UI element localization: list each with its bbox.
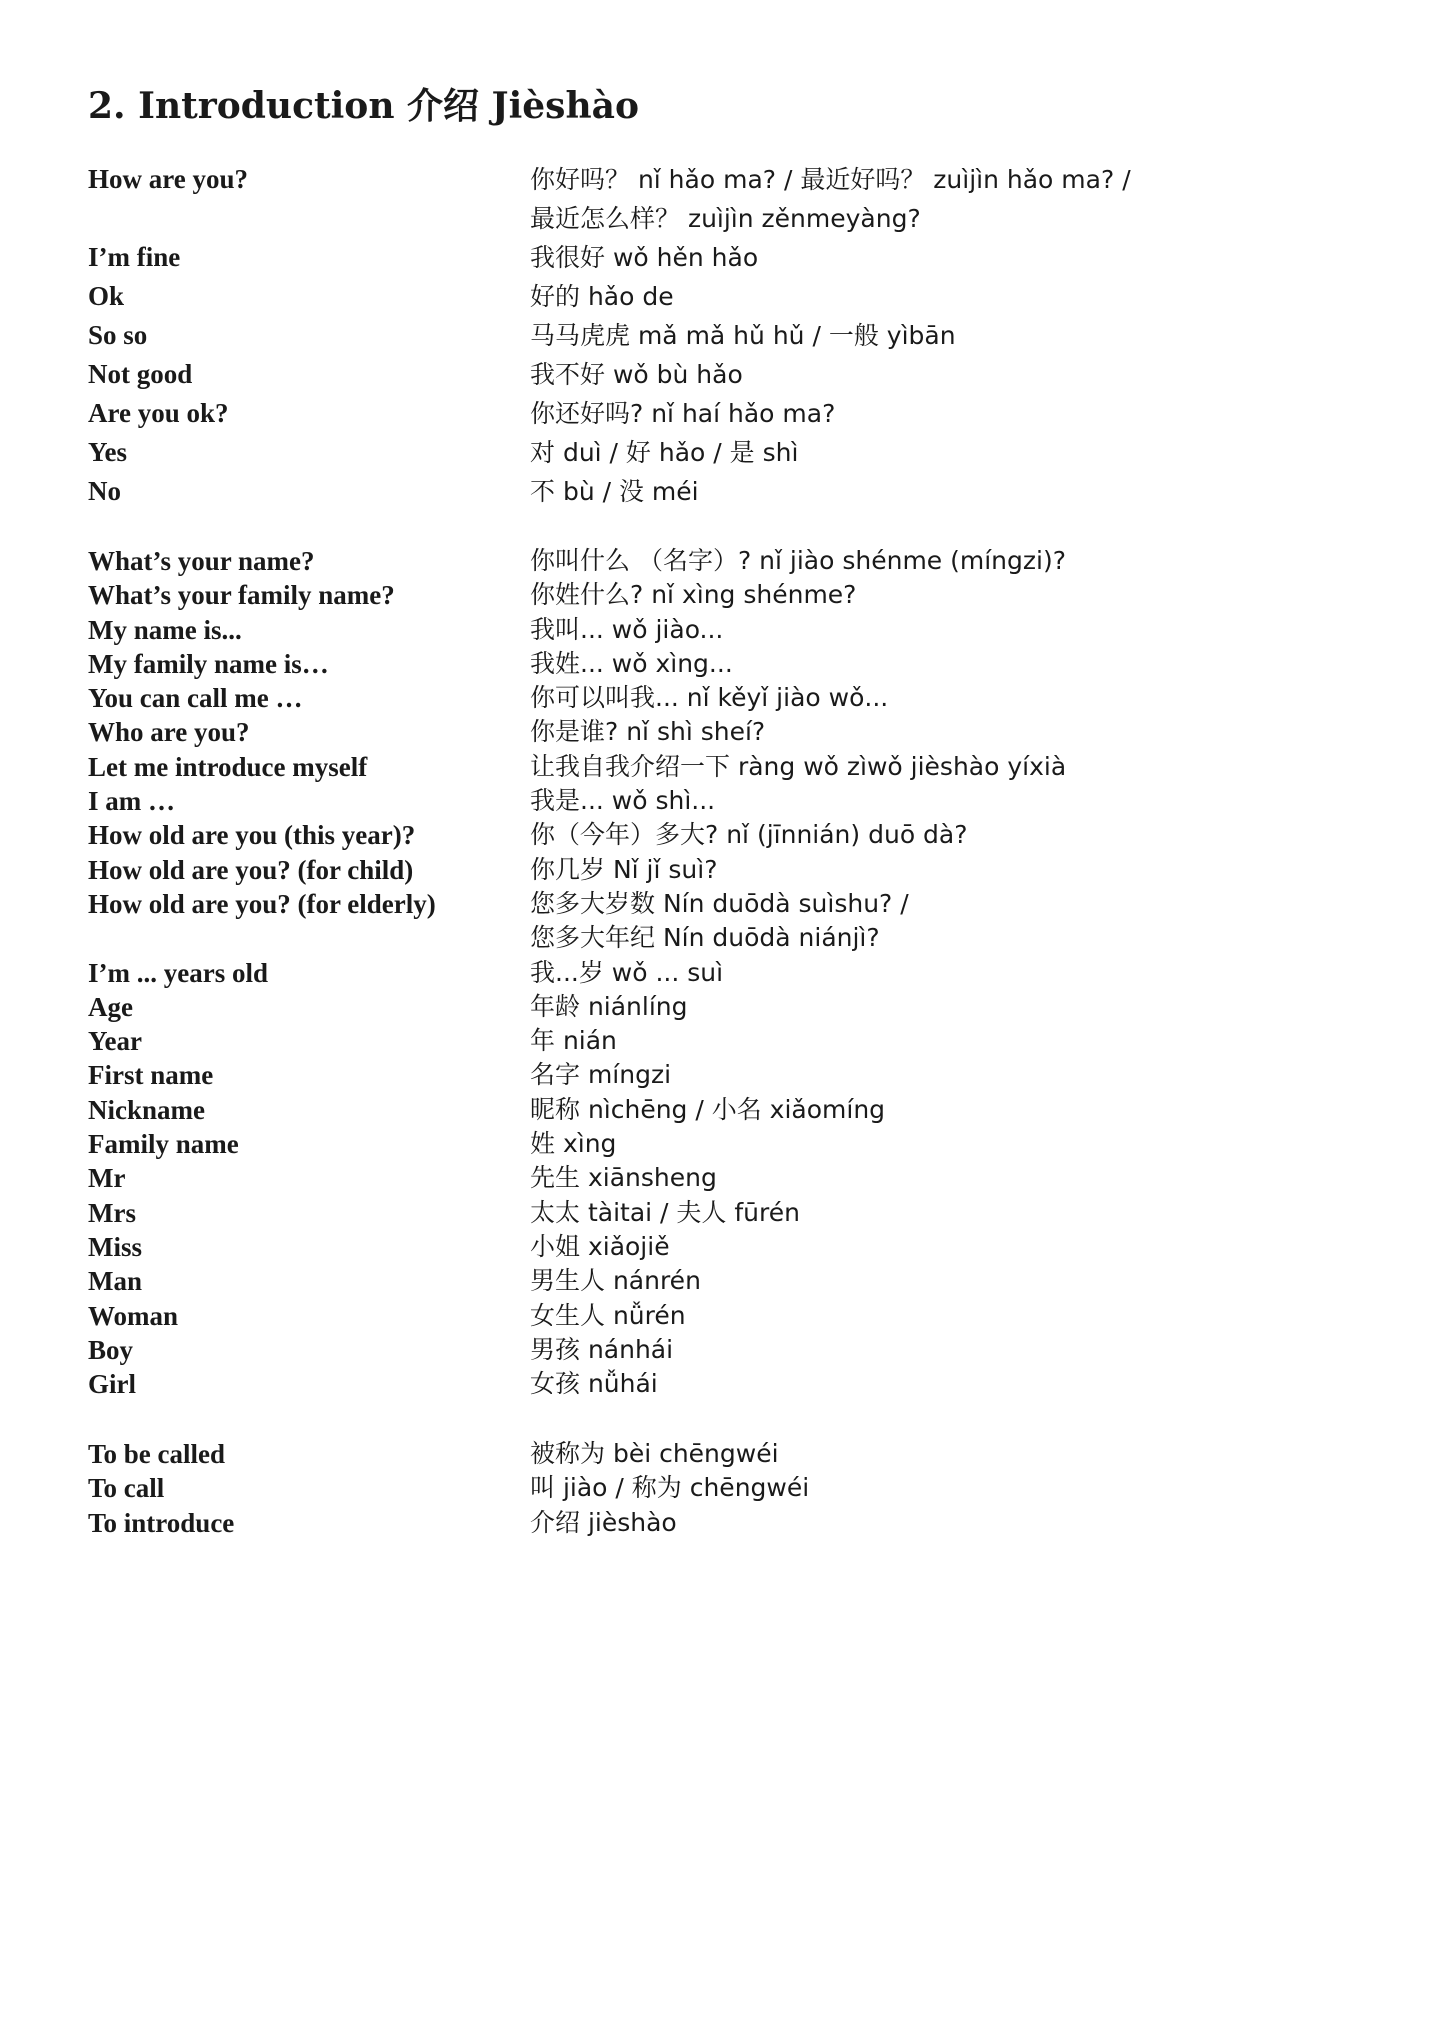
- vocab-row: [88, 1264, 1378, 1298]
- chinese-translation: [530, 853, 1378, 887]
- translation-line: 你还好吗? nǐ haí hǎo ma?: [530, 399, 836, 428]
- chinese-translation: [530, 1058, 1378, 1092]
- english-term: How old are you? (for elderly): [88, 888, 436, 919]
- translation-line: 我不好 wǒ bù hǎo: [530, 360, 743, 389]
- chinese-translation: [530, 316, 1378, 355]
- vocab-row: [88, 1230, 1378, 1264]
- vocab-row: [88, 355, 1378, 394]
- english-term: How are you?: [88, 164, 248, 194]
- translation-line: 男生人 nánrén: [530, 1266, 701, 1296]
- chinese-translation: [530, 1093, 1378, 1127]
- translation-line: 昵称 nìchēng / 小名 xiǎomíng: [530, 1094, 886, 1124]
- translation-line: 最近怎么样？ zuìjìn zěnmeyàng?: [530, 204, 921, 233]
- vocab-row: [88, 1299, 1378, 1333]
- english-term: Who are you?: [88, 717, 250, 748]
- english-term: Miss: [88, 1231, 142, 1262]
- chinese-translation: [530, 887, 1378, 956]
- english-term: Are you ok?: [88, 398, 229, 428]
- chinese-translation: [530, 1333, 1378, 1367]
- vocab-row: [88, 1058, 1378, 1092]
- chinese-translation: [530, 1024, 1378, 1058]
- translation-line: 你姓什么? nǐ xìng shénme?: [530, 580, 857, 610]
- chinese-translation: [530, 681, 1378, 715]
- translation-line: 男孩 nánhái: [530, 1334, 674, 1364]
- translation-line: 我...岁 wǒ ... suì: [530, 957, 724, 987]
- english-term: To call: [88, 1473, 165, 1504]
- chinese-translation: [530, 818, 1378, 852]
- english-term: First name: [88, 1060, 214, 1091]
- chinese-translation: [530, 750, 1378, 784]
- vocab-row: [88, 990, 1378, 1024]
- chinese-translation: [530, 1506, 1378, 1540]
- translation-line: 我姓... wǒ xìng...: [530, 648, 733, 678]
- vocab-row: [88, 472, 1378, 511]
- english-term: Mrs: [88, 1197, 136, 1228]
- vocab-row: [88, 613, 1378, 647]
- chinese-translation: [530, 647, 1378, 681]
- translation-line: 女生人 nǚrén: [530, 1300, 686, 1330]
- translation-line: 你几岁 Nǐ jǐ suì?: [530, 854, 718, 884]
- translation-line: 你叫什么 （名字）? nǐ jiào shénme (míngzi)?: [530, 546, 1066, 575]
- vocab-row: [88, 316, 1378, 355]
- vocab-row: [88, 956, 1378, 990]
- chinese-translation: [530, 160, 1378, 238]
- chinese-translation: [530, 277, 1378, 316]
- english-term: My name is...: [88, 614, 242, 645]
- translation-line: 我很好 wǒ hěn hǎo: [530, 243, 759, 272]
- vocab-row: [88, 1024, 1378, 1058]
- translation-line: 您多大岁数 Nín duōdà suìshu? /: [530, 888, 909, 918]
- chinese-translation: [530, 433, 1378, 472]
- chinese-translation: [530, 784, 1378, 818]
- chinese-translation: [530, 1471, 1378, 1505]
- chinese-translation: [530, 715, 1378, 749]
- english-term: To be called: [88, 1439, 226, 1469]
- english-term: So so: [88, 320, 148, 350]
- english-term: Woman: [88, 1300, 179, 1331]
- translation-line: 女孩 nǚhái: [530, 1369, 658, 1399]
- english-term: You can call me …: [88, 683, 303, 714]
- chinese-translation: [530, 1161, 1378, 1195]
- chinese-translation: [530, 238, 1378, 277]
- vocab-row: [88, 1196, 1378, 1230]
- english-term: My family name is…: [88, 648, 329, 679]
- vocab-row: [88, 160, 1378, 238]
- chinese-translation: [530, 1264, 1378, 1298]
- vocab-row: [88, 784, 1378, 818]
- chinese-translation: [530, 578, 1378, 612]
- chinese-translation: [530, 544, 1378, 578]
- section-greetings: [88, 160, 1378, 511]
- translation-line: 让我自我介绍一下 ràng wǒ zìwǒ jièshào yíxià: [530, 751, 1067, 781]
- english-term: Ok: [88, 281, 125, 311]
- translation-line: 不 bù / 没 méi: [530, 477, 699, 506]
- translation-line: 马马虎虎 mǎ mǎ hǔ hǔ / 一般 yìbān: [530, 321, 956, 350]
- vocab-row: [88, 544, 1378, 578]
- translation-line: 你（今年）多大? nǐ (jīnnián) duō dà?: [530, 820, 968, 850]
- translation-line: 好的 hǎo de: [530, 282, 674, 311]
- vocab-row: [88, 681, 1378, 715]
- english-term: Year: [88, 1026, 142, 1057]
- english-term: Yes: [88, 437, 127, 467]
- translation-line: 你好吗？ nǐ hǎo ma? / 最近好吗？ zuìjìn hǎo ma? /: [530, 165, 1131, 194]
- page-title: 2. Introduction 介绍 Jièshào: [88, 85, 639, 127]
- vocab-row: [88, 1437, 1378, 1471]
- english-term: Girl: [88, 1369, 136, 1400]
- translation-line: 对 duì / 好 hǎo / 是 shì: [530, 438, 799, 467]
- chinese-translation: [530, 956, 1378, 990]
- translation-line: 你可以叫我... nǐ kěyǐ jiào wǒ...: [530, 683, 889, 713]
- vocab-row: [88, 1127, 1378, 1161]
- translation-line: 年 nián: [530, 1026, 617, 1056]
- section-names-age: [88, 544, 1378, 1401]
- vocab-row: [88, 1161, 1378, 1195]
- translation-line: 名字 míngzi: [530, 1060, 672, 1090]
- vocab-row: [88, 238, 1378, 277]
- english-term: Nickname: [88, 1094, 205, 1125]
- translation-line: 年龄 niánlíng: [530, 991, 688, 1021]
- vocab-row: [88, 818, 1378, 852]
- vocab-row: [88, 887, 1378, 956]
- chinese-translation: [530, 394, 1378, 433]
- english-term: Age: [88, 991, 133, 1022]
- vocab-row: [88, 715, 1378, 749]
- english-term: I am …: [88, 786, 175, 817]
- vocab-row: [88, 1367, 1378, 1401]
- chinese-translation: [530, 472, 1378, 511]
- vocab-row: [88, 647, 1378, 681]
- translation-line: 介绍 jièshào: [530, 1507, 677, 1537]
- vocab-row: [88, 578, 1378, 612]
- english-term: Family name: [88, 1129, 239, 1160]
- english-term: Not good: [88, 359, 193, 389]
- english-term: I’m fine: [88, 242, 181, 272]
- english-term: How old are you (this year)?: [88, 820, 416, 851]
- chinese-translation: [530, 1299, 1378, 1333]
- chinese-translation: [530, 613, 1378, 647]
- translation-line: 被称为 bèi chēngwéi: [530, 1439, 779, 1468]
- chinese-translation: [530, 355, 1378, 394]
- english-term: I’m ... years old: [88, 957, 268, 988]
- section-verbs: [88, 1437, 1378, 1540]
- english-term: What’s your name?: [88, 546, 315, 576]
- vocab-row: [88, 1093, 1378, 1127]
- translation-line: 先生 xiānsheng: [530, 1163, 717, 1193]
- english-term: Let me introduce myself: [88, 751, 368, 782]
- vocab-row: [88, 1333, 1378, 1367]
- translation-line: 我是... wǒ shì...: [530, 786, 716, 816]
- vocab-row: [88, 750, 1378, 784]
- translation-line: 您多大年纪 Nín duōdà niánjì?: [530, 923, 880, 953]
- chinese-translation: [530, 990, 1378, 1024]
- english-term: Man: [88, 1266, 142, 1297]
- english-term: No: [88, 476, 121, 506]
- translation-line: 姓 xìng: [530, 1129, 617, 1159]
- english-term: To introduce: [88, 1507, 235, 1538]
- translation-line: 我叫... wǒ jiào...: [530, 614, 724, 644]
- translation-line: 小姐 xiǎojiě: [530, 1231, 670, 1261]
- chinese-translation: [530, 1367, 1378, 1401]
- english-term: Boy: [88, 1334, 134, 1365]
- vocab-row: [88, 433, 1378, 472]
- chinese-translation: [530, 1437, 1378, 1471]
- vocab-row: [88, 1471, 1378, 1505]
- translation-line: 太太 tàitai / 夫人 fūrén: [530, 1197, 800, 1227]
- english-term: What’s your family name?: [88, 580, 395, 611]
- vocab-row: [88, 277, 1378, 316]
- translation-line: 你是谁? nǐ shì sheí?: [530, 717, 766, 747]
- translation-line: 叫 jiào / 称为 chēngwéi: [530, 1473, 810, 1503]
- vocab-row: [88, 394, 1378, 433]
- chinese-translation: [530, 1127, 1378, 1161]
- chinese-translation: [530, 1196, 1378, 1230]
- english-term: Mr: [88, 1163, 126, 1194]
- vocab-row: [88, 1506, 1378, 1540]
- chinese-translation: [530, 1230, 1378, 1264]
- vocab-row: [88, 853, 1378, 887]
- english-term: How old are you? (for child): [88, 854, 414, 885]
